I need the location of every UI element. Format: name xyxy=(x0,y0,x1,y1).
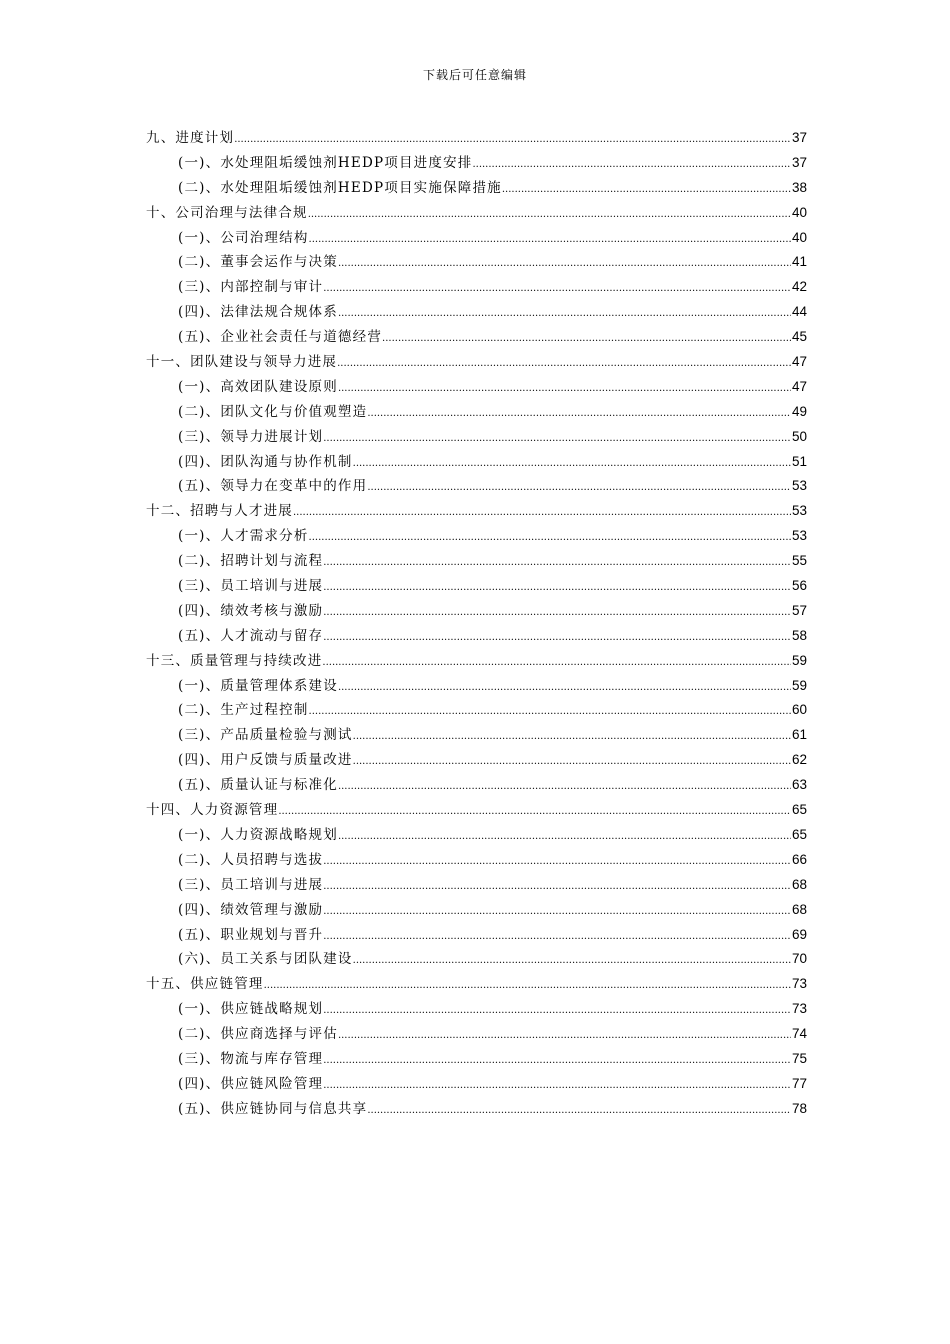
toc-page-number: 55 xyxy=(791,553,807,569)
toc-dot-leader xyxy=(502,178,791,203)
toc-page-number: 45 xyxy=(791,329,807,345)
toc-page-number: 57 xyxy=(791,602,807,618)
toc-page-number: 75 xyxy=(791,1050,807,1066)
toc-page-number: 73 xyxy=(791,1001,807,1017)
toc-page-number: 38 xyxy=(791,179,807,195)
toc-entry-title: (四)、法律法规合规体系 xyxy=(178,304,338,321)
toc-section-entry[interactable] xyxy=(146,450,807,475)
toc-chapter-entry[interactable] xyxy=(146,649,807,674)
toc-page-number: 47 xyxy=(791,354,807,370)
toc-entry-title: (一)、水处理阻垢缓蚀剂HEDP项目进度安排 xyxy=(178,154,473,171)
toc-dot-leader xyxy=(323,850,791,875)
toc-dot-leader xyxy=(367,476,791,501)
toc-page-number: 68 xyxy=(791,876,807,892)
toc-dot-leader xyxy=(338,377,791,402)
toc-entry-title: 十、公司治理与法律合规 xyxy=(146,204,308,221)
toc-section-entry[interactable] xyxy=(146,474,807,499)
toc-dot-leader xyxy=(323,576,791,601)
toc-section-entry[interactable] xyxy=(146,898,807,923)
toc-entry-title: (三)、领导力进展计划 xyxy=(178,428,324,445)
toc-section-entry[interactable] xyxy=(146,773,807,798)
toc-page-number: 44 xyxy=(791,304,807,320)
toc-page-number: 37 xyxy=(791,130,807,145)
toc-section-entry[interactable] xyxy=(146,549,807,574)
toc-dot-leader xyxy=(309,526,791,551)
toc-section-entry[interactable] xyxy=(146,873,807,898)
toc-entry-title: (四)、绩效考核与激励 xyxy=(178,602,324,619)
toc-dot-leader xyxy=(323,601,791,626)
toc-dot-leader xyxy=(382,327,791,352)
toc-entry-title: (一)、人力资源战略规划 xyxy=(178,826,338,843)
toc-page-number: 61 xyxy=(791,727,807,743)
toc-dot-leader xyxy=(309,228,791,253)
toc-entry-title: (二)、人员招聘与选拔 xyxy=(178,851,324,868)
toc-dot-leader xyxy=(337,352,791,377)
toc-section-entry[interactable] xyxy=(146,151,807,176)
toc-dot-leader xyxy=(338,775,791,800)
toc-entry-title: 九、进度计划 xyxy=(146,130,235,146)
toc-page-number: 77 xyxy=(791,1075,807,1091)
toc-page-number: 47 xyxy=(791,378,807,394)
toc-page-number: 69 xyxy=(791,926,807,942)
toc-section-entry[interactable] xyxy=(146,574,807,599)
toc-dot-leader xyxy=(278,800,791,825)
toc-page-number: 40 xyxy=(791,204,807,220)
toc-dot-leader xyxy=(323,626,791,651)
toc-page-number: 65 xyxy=(791,826,807,842)
toc-section-entry[interactable] xyxy=(146,400,807,425)
toc-entry-title: (二)、水处理阻垢缓蚀剂HEDP项目实施保障措施 xyxy=(178,179,502,196)
toc-dot-leader xyxy=(323,999,791,1024)
toc-section-entry[interactable] xyxy=(146,723,807,748)
toc-page-number: 49 xyxy=(791,403,807,419)
toc-dot-leader xyxy=(367,402,791,427)
toc-dot-leader xyxy=(308,203,791,228)
toc-page-number: 78 xyxy=(791,1100,807,1116)
toc-page-number: 63 xyxy=(791,777,807,793)
toc-section-entry[interactable] xyxy=(146,275,807,300)
toc-dot-leader xyxy=(338,252,791,277)
toc-entry-title: (三)、员工培训与进展 xyxy=(178,578,324,595)
toc-entry-title: (五)、职业规划与晋升 xyxy=(178,926,324,943)
toc-entry-title: 十一、团队建设与领导力进展 xyxy=(146,354,338,371)
toc-entry-title: 十四、人力资源管理 xyxy=(146,802,279,819)
toc-section-entry[interactable] xyxy=(146,748,807,773)
table-of-contents xyxy=(146,126,807,1122)
toc-section-entry[interactable] xyxy=(146,1072,807,1097)
toc-entry-title: 十二、招聘与人才进展 xyxy=(146,503,293,520)
toc-chapter-entry[interactable] xyxy=(146,126,807,151)
toc-entry-title: (三)、内部控制与审计 xyxy=(178,279,324,296)
toc-dot-leader xyxy=(323,1049,791,1074)
toc-section-entry[interactable] xyxy=(146,250,807,275)
toc-entry-title: (一)、高效团队建设原则 xyxy=(178,378,338,395)
toc-dot-leader xyxy=(323,900,791,925)
toc-chapter-entry[interactable] xyxy=(146,972,807,997)
toc-entry-title: (二)、生产过程控制 xyxy=(178,702,309,719)
toc-entry-title: (一)、人才需求分析 xyxy=(178,528,309,545)
toc-page-number: 68 xyxy=(791,901,807,917)
toc-dot-leader xyxy=(338,302,791,327)
toc-section-entry[interactable] xyxy=(146,176,807,201)
toc-entry-title: (三)、产品质量检验与测试 xyxy=(178,727,353,744)
toc-page-number: 70 xyxy=(791,951,807,967)
toc-page-number: 59 xyxy=(791,677,807,693)
toc-chapter-entry[interactable] xyxy=(146,201,807,226)
toc-section-entry[interactable] xyxy=(146,325,807,350)
toc-dot-leader xyxy=(353,949,791,974)
toc-entry-title: (四)、用户反馈与质量改进 xyxy=(178,752,353,769)
toc-entry-title: 十三、质量管理与持续改进 xyxy=(146,652,323,669)
toc-page-number: 37 xyxy=(791,154,807,170)
toc-section-entry[interactable] xyxy=(146,947,807,972)
toc-page-number: 53 xyxy=(791,503,807,519)
toc-section-entry[interactable] xyxy=(146,823,807,848)
toc-entry-title: (三)、物流与库存管理 xyxy=(178,1050,324,1067)
toc-page-number: 60 xyxy=(791,702,807,718)
toc-dot-leader xyxy=(367,1099,791,1124)
toc-entry-title: (一)、质量管理体系建设 xyxy=(178,677,338,694)
toc-entry-title: (六)、员工关系与团队建设 xyxy=(178,951,353,968)
toc-entry-title: (二)、招聘计划与流程 xyxy=(178,553,324,570)
toc-entry-title: (一)、供应链战略规划 xyxy=(178,1001,324,1018)
toc-dot-leader xyxy=(338,825,791,850)
toc-dot-leader xyxy=(353,750,791,775)
toc-entry-title: (五)、领导力在变革中的作用 xyxy=(178,478,368,495)
toc-chapter-entry[interactable] xyxy=(146,499,807,524)
toc-entry-title: (五)、企业社会责任与道德经营 xyxy=(178,329,383,346)
toc-page-number: 65 xyxy=(791,802,807,818)
toc-dot-leader xyxy=(323,925,791,950)
toc-dot-leader xyxy=(264,974,791,999)
toc-section-entry[interactable] xyxy=(146,923,807,948)
toc-page-number: 62 xyxy=(791,752,807,768)
toc-entry-title: (二)、董事会运作与决策 xyxy=(178,254,338,271)
toc-section-entry[interactable] xyxy=(146,1022,807,1047)
toc-dot-leader xyxy=(353,452,791,477)
toc-section-entry[interactable] xyxy=(146,997,807,1022)
toc-page-number: 73 xyxy=(791,976,807,992)
toc-dot-leader xyxy=(338,1024,791,1049)
toc-section-entry[interactable] xyxy=(146,375,807,400)
toc-entry-title: (四)、绩效管理与激励 xyxy=(178,901,324,918)
toc-section-entry[interactable] xyxy=(146,524,807,549)
toc-section-entry[interactable] xyxy=(146,425,807,450)
toc-entry-title: 十五、供应链管理 xyxy=(146,976,264,993)
toc-page-number: 53 xyxy=(791,528,807,544)
toc-section-entry[interactable] xyxy=(146,1097,807,1122)
toc-page-number: 41 xyxy=(791,254,807,270)
toc-section-entry[interactable] xyxy=(146,1047,807,1072)
toc-section-entry[interactable] xyxy=(146,698,807,723)
toc-dot-leader xyxy=(338,676,791,701)
toc-dot-leader xyxy=(323,875,791,900)
toc-section-entry[interactable] xyxy=(146,226,807,251)
toc-page-number: 66 xyxy=(791,851,807,867)
toc-entry-title: (五)、质量认证与标准化 xyxy=(178,777,338,794)
toc-dot-leader xyxy=(293,501,791,526)
toc-page-number: 40 xyxy=(791,229,807,245)
toc-page-number: 59 xyxy=(791,652,807,668)
toc-dot-leader xyxy=(323,1074,791,1099)
toc-entry-title: (五)、供应链协同与信息共享 xyxy=(178,1100,368,1117)
toc-page-number: 42 xyxy=(791,279,807,295)
toc-section-entry[interactable] xyxy=(146,674,807,699)
toc-page-number: 58 xyxy=(791,627,807,643)
toc-dot-leader xyxy=(353,725,791,750)
toc-page-number: 50 xyxy=(791,428,807,444)
toc-entry-title: (三)、员工培训与进展 xyxy=(178,876,324,893)
toc-dot-leader xyxy=(234,128,791,153)
page-header: 下载后可任意编辑 xyxy=(422,68,527,82)
toc-entry-title: (四)、供应链风险管理 xyxy=(178,1075,324,1092)
toc-chapter-entry[interactable] xyxy=(146,350,807,375)
toc-chapter-entry[interactable] xyxy=(146,798,807,823)
toc-entry-title: (二)、供应商选择与评估 xyxy=(178,1026,338,1043)
toc-entry-title: (四)、团队沟通与协作机制 xyxy=(178,453,353,470)
toc-dot-leader xyxy=(309,700,791,725)
toc-section-entry[interactable] xyxy=(146,599,807,624)
toc-page-number: 51 xyxy=(791,453,807,469)
toc-section-entry[interactable] xyxy=(146,624,807,649)
toc-dot-leader xyxy=(323,427,791,452)
toc-section-entry[interactable] xyxy=(146,848,807,873)
toc-entry-title: (二)、团队文化与价值观塑造 xyxy=(178,403,368,420)
toc-page-number: 74 xyxy=(791,1026,807,1042)
toc-entry-title: (一)、公司治理结构 xyxy=(178,229,309,246)
toc-dot-leader xyxy=(323,551,791,576)
toc-dot-leader xyxy=(472,153,791,178)
toc-dot-leader xyxy=(323,277,791,302)
toc-section-entry[interactable] xyxy=(146,300,807,325)
toc-entry-title: (五)、人才流动与留存 xyxy=(178,627,324,644)
toc-page-number: 56 xyxy=(791,578,807,594)
toc-page-number: 53 xyxy=(791,478,807,494)
toc-dot-leader xyxy=(322,651,791,676)
